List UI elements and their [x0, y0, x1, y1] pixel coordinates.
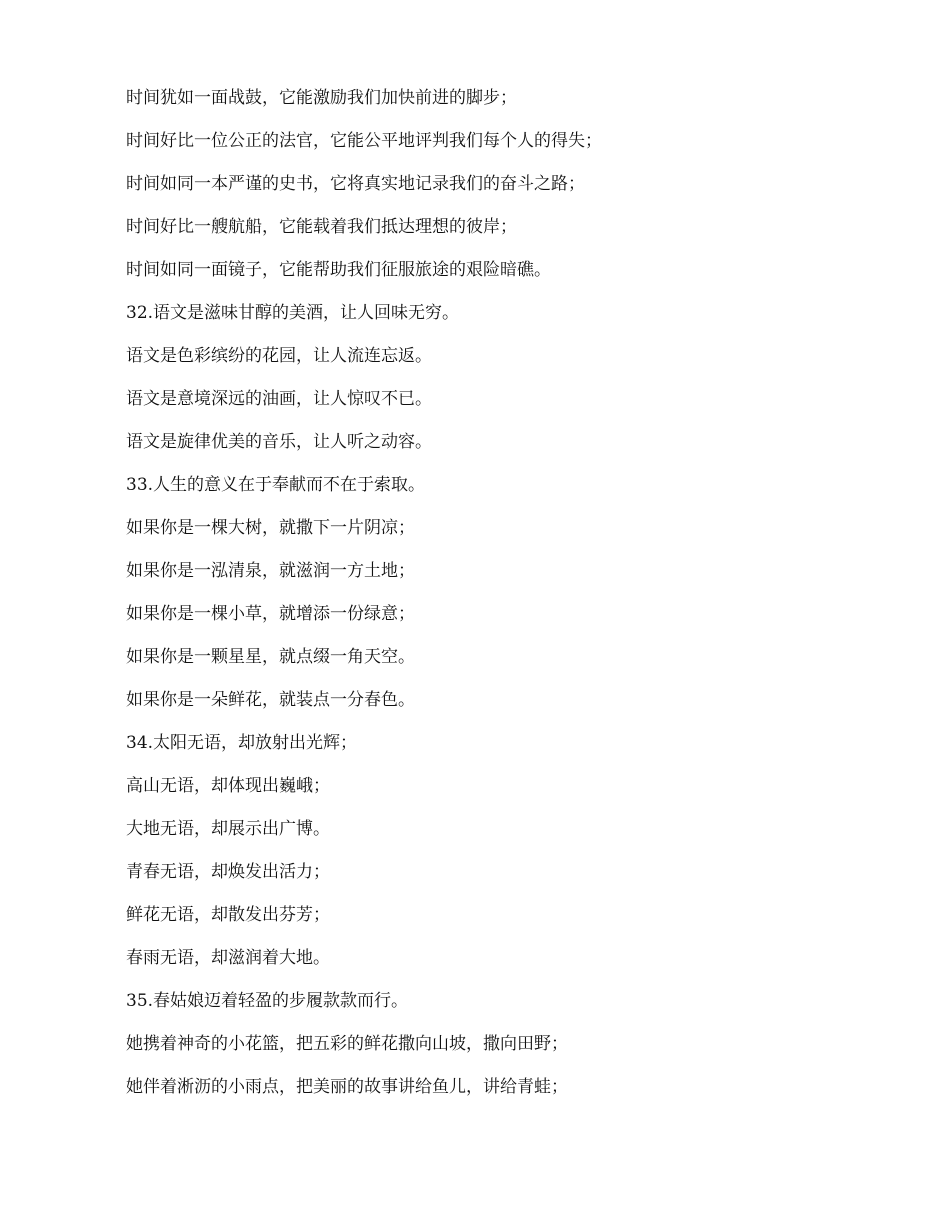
item-heading-32: 32.语文是滋味甘醇的美酒，让人回味无穷。: [126, 303, 460, 323]
text-line: 语文是旋律优美的音乐，让人听之动容。: [126, 432, 432, 452]
text-line: 青春无语，却焕发出活力；: [126, 862, 330, 882]
text-line: 时间如同一本严谨的史书，它将真实地记录我们的奋斗之路；: [126, 174, 585, 194]
text-line: 时间如同一面镜子，它能帮助我们征服旅途的艰险暗礁。: [126, 260, 551, 280]
item-heading-34: 34.太阳无语，却放射出光辉；: [126, 733, 358, 753]
text-line: 高山无语，却体现出巍峨；: [126, 776, 330, 796]
item-heading-35: 35.春姑娘迈着轻盈的步履款款而行。: [126, 991, 409, 1011]
text-line: 她携着神奇的小花篮，把五彩的鲜花撒向山坡，撒向田野；: [126, 1034, 568, 1054]
text-line: 大地无语，却展示出广博。: [126, 819, 330, 839]
text-line: 如果你是一朵鲜花，就装点一分春色。: [126, 690, 415, 710]
text-line: 如果你是一棵小草，就增添一份绿意；: [126, 604, 415, 624]
text-line: 如果你是一泓清泉，就滋润一方土地；: [126, 561, 415, 581]
text-line: 语文是色彩缤纷的花园，让人流连忘返。: [126, 346, 432, 366]
item-heading-33: 33.人生的意义在于奉献而不在于索取。: [126, 475, 426, 495]
text-line: 时间犹如一面战鼓，它能激励我们加快前进的脚步；: [126, 88, 517, 108]
text-line: 如果你是一棵大树，就撒下一片阴凉；: [126, 518, 415, 538]
text-line: 她伴着淅沥的小雨点，把美丽的故事讲给鱼儿，讲给青蛙；: [126, 1077, 568, 1097]
text-line: 如果你是一颗星星，就点缀一角天空。: [126, 647, 415, 667]
text-line: 时间好比一位公正的法官，它能公平地评判我们每个人的得失；: [126, 131, 602, 151]
document-body: [126, 84, 886, 1116]
text-line: 春雨无语，却滋润着大地。: [126, 948, 330, 968]
text-line: 时间好比一艘航船，它能载着我们抵达理想的彼岸；: [126, 217, 517, 237]
text-line: 语文是意境深远的油画，让人惊叹不已。: [126, 389, 432, 409]
text-line: 鲜花无语，却散发出芬芳；: [126, 905, 330, 925]
